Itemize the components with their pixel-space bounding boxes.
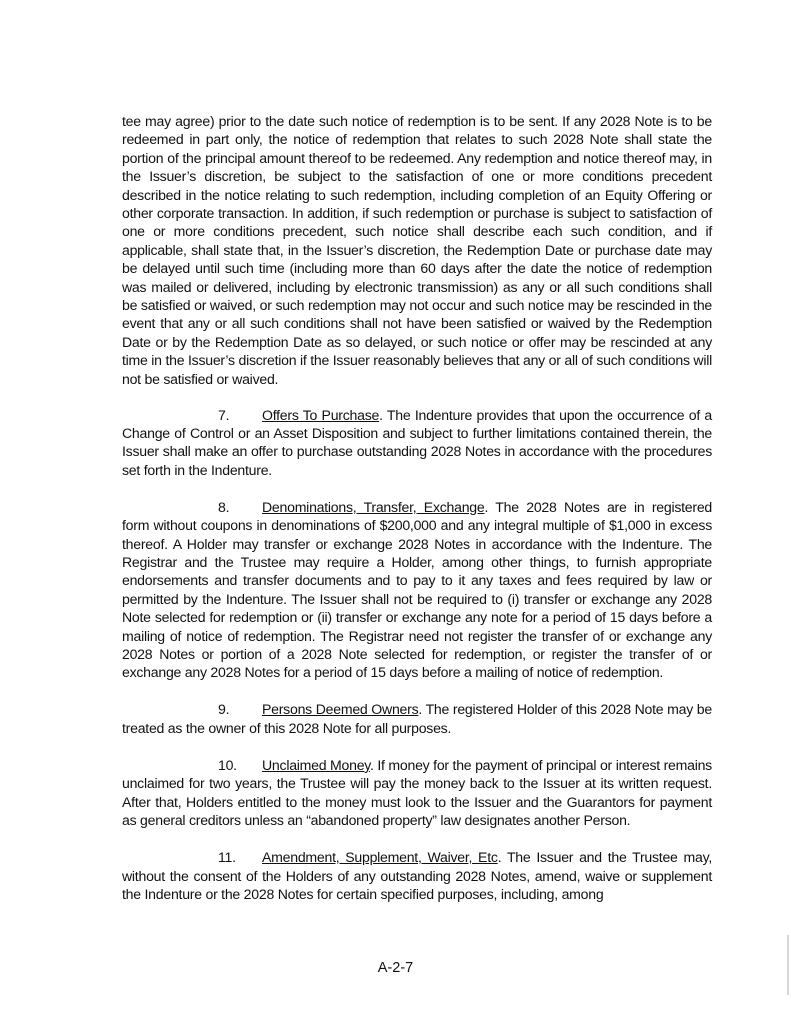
section-number: 10. bbox=[218, 756, 237, 773]
section-heading: Unclaimed Money bbox=[262, 756, 371, 773]
section-body: . The Indenture provides that upon the occurrence of a Change of Control or an Asset Disposition and subject to further limitations contained therein, the Issuer shall make an offer to purchase outstanding 2028 Notes in accordance with the procedures set forth in the Indenture. bbox=[122, 406, 712, 478]
section-heading: Offers To Purchase bbox=[262, 406, 380, 423]
section-heading: Denominations, Transfer, Exchange bbox=[262, 498, 485, 515]
page-number: A-2-7 bbox=[377, 960, 414, 976]
section-number: 9. bbox=[218, 701, 230, 718]
section-body: . The Issuer and the Trustee may, without the consent of the Holders of any outstanding 2028 Notes, amend, waive or supplement the Indenture or the 2028 Notes for certain specified purposes, including, among bbox=[122, 849, 712, 902]
page-edge-mark bbox=[787, 935, 789, 995]
section-number: 7. bbox=[218, 406, 230, 423]
section-heading: Amendment, Supplement, Waiver, Etc bbox=[262, 849, 498, 866]
section-paragraph-8 bbox=[122, 498, 712, 682]
section-body: . If money for the payment of principal or interest remains unclaimed for two years, the Trustee will pay the money back to the Issuer at its written request. After that, Holders entitled to the money must look to the Issuer and the Guarantors for payment as general creditors unless an “abandoned property” law designates another Person. bbox=[122, 756, 712, 829]
section-paragraph-11 bbox=[122, 848, 712, 903]
body-text bbox=[122, 112, 712, 922]
section-heading: Persons Deemed Owners bbox=[262, 701, 419, 718]
section-body: . The registered Holder of this 2028 Note may be treated as the owner of this 2028 Note for all purposes. bbox=[122, 701, 712, 736]
section-paragraph-7 bbox=[122, 406, 712, 480]
section-number: 8. bbox=[218, 498, 230, 515]
section-body: . The 2028 Notes are in registered form without coupons in denominations of $200,000 and any integral multiple of $1,000 in excess thereof. A Holder may transfer or exchange 2028 Notes in accordance with the Indenture. The Registrar and the Trustee may require a Holder, among other things, to furnish appropriate endorsements and transfer documents and to pay to it any taxes and fees required by law or permitted by the Indenture. The Issuer shall not be required to (i) transfer or exchange any 2028 Note selected for redemption or (ii) transfer or exchange any note for a period of 15 days before a mailing of notice of redemption. The Registrar need not register the transfer of or exchange any 2028 Notes or portion of a 2028 Note selected for redemption, or register the transfer of or exchange any 2028 Notes for a period of 15 days before a mailing of notice of redemption. bbox=[122, 498, 713, 681]
section-paragraph-9 bbox=[122, 700, 712, 737]
continuation-paragraph: tee may agree) prior to the date such notice of redemption is to be sent. If any 2028 Note is to be redeemed in part only, the notice of redemption that relates to such 2028 Note shall state the portion of the principal amount thereof to be redeemed. Any redemption and notice thereof may, in the Issuer’s discretion, be subject to the satisfaction of one or more conditions precedent described in the notice relating to such redemption, including completion of an Equity Offering or other corporate transaction. In addition, if such redemption or purchase is subject to satisfaction of one or more conditions precedent, such notice shall describe each such condition, and if applicable, shall state that, in the Issuer’s discretion, the Redemption Date or purchase date may be delayed until such time (including more than 60 days after the date the notice of redemption was mailed or delivered, including by electronic transmission) as any or all such conditions shall be satisfied or waived, or such redemption may not occur and such notice may be rescinded in the event that any or all such conditions shall not have been satisfied or waived by the Redemption Date or by the Redemption Date as so delayed, or such notice or offer may be rescinded at any time in the Issuer’s discretion if the Issuer reasonably believes that any or all of such conditions will not be satisfied or waived. bbox=[122, 113, 712, 387]
section-number: 11. bbox=[218, 849, 236, 866]
section-paragraph-10 bbox=[122, 756, 712, 830]
